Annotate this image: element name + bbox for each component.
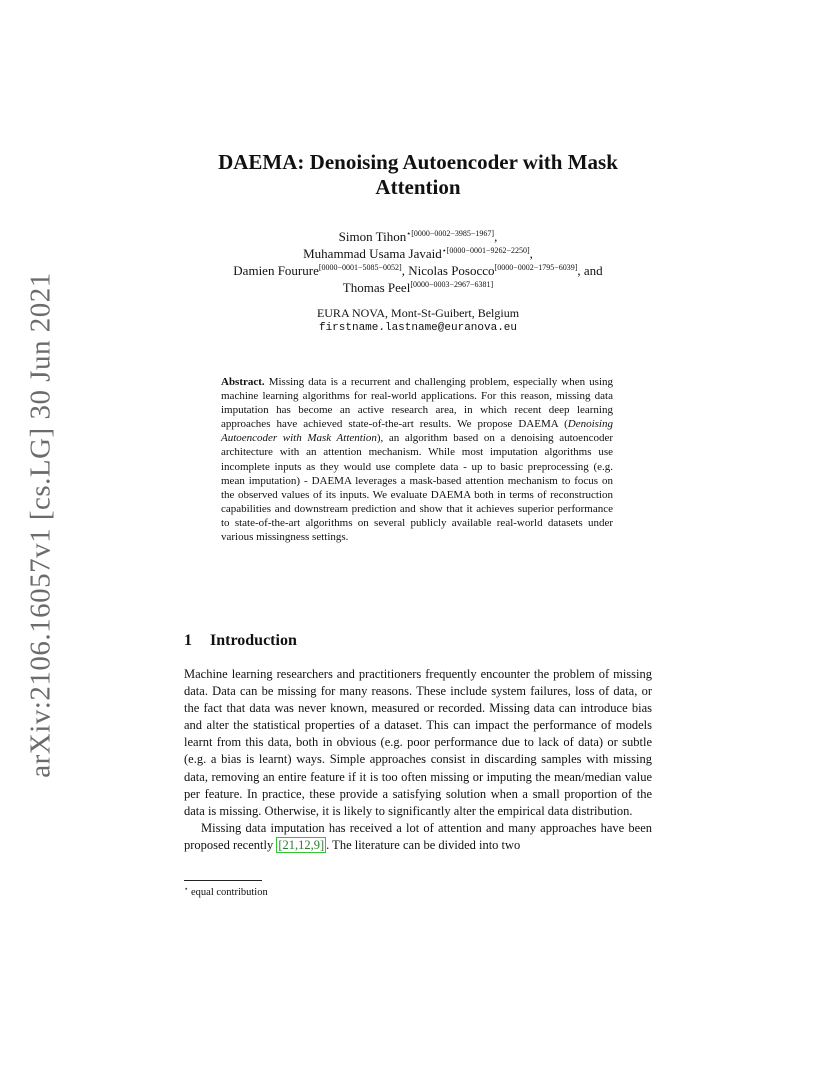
author-separator: , and xyxy=(577,263,603,278)
author-name: Muhammad Usama Javaid xyxy=(303,246,442,261)
author-name: Simon Tihon xyxy=(338,229,407,244)
footnote-mark: ⋆ xyxy=(184,885,189,893)
author-separator: , xyxy=(494,229,498,244)
author-orcid: [0000−0003−2967−6381] xyxy=(410,280,494,289)
arxiv-sidebar xyxy=(16,272,66,778)
author-line-4 xyxy=(170,279,666,296)
author-name: Nicolas Posocco xyxy=(408,263,495,278)
email-address: firstname.lastname@euranova.eu xyxy=(318,322,518,334)
abstract-text-1: Missing data is a recurrent and challenging problem, especially when using machine learning algorithms for real-world applications. For this reason, missing data imputation has become an active research area, in which recent deep learning approaches have achieved state-of-the-art results. We propose DAEMA ( xyxy=(221,376,613,431)
title-line-2: Attention xyxy=(375,175,461,199)
abstract xyxy=(221,375,613,544)
author-name: Thomas Peel xyxy=(342,280,411,295)
author-line-1 xyxy=(170,228,666,245)
footnote-text: equal contribution xyxy=(188,887,268,898)
author-list xyxy=(170,228,666,296)
author-line-3 xyxy=(170,262,666,279)
section-number: 1 xyxy=(184,632,192,649)
author-mark: ⋆ xyxy=(441,246,447,255)
author-mark: ⋆ xyxy=(406,229,412,238)
citation-link[interactable]: [21,12,9] xyxy=(278,837,325,852)
author-orcid: [0000−0001−5085−0052] xyxy=(318,263,402,272)
intro-text-before-citation: Missing data imputation has received a lot of attention and many approaches have been proposed recently xyxy=(184,820,652,852)
paper-title xyxy=(184,150,652,200)
intro-paragraph-1: Machine learning researchers and practitioners frequently encounter the problem of missing data. Data can be missing for many reasons. These include system failures, loss of data, or the fact that data was never known, measured or recorded. Missing data can introduce bias and alter the statistical properties of a dataset. This can impact the performance of models learnt from this data, both in obvious (e.g. poor performance due to lack of data) or subtle (e.g. a bias is learnt) ways. Simple approaches consist in discarding samples with missing data, removing an entire feature if it is too often missing or imputing the mean/median value per feature. In practice, these provide a satisfying solution when a small proportion of the data is missing. Otherwise, it is likely to significantly alter the empirical data distribution. xyxy=(184,667,652,818)
intro-text-after-citation: . The literature can be divided into two xyxy=(326,837,521,852)
abstract-text-2: ), an algorithm based on a denoising autoencoder architecture with an attention mechanism. While most imputation algorithms use incomplete inputs as they would use complete data - up to basic preprocessing (e.g. mean imputation) - DAEMA leverages a mask-based attention mechanism to focus on the observed values of its inputs. We evaluate DAEMA both in terms of reconstruction capabilities and downstream prediction and show that it achieves superior performance to state-of-the-art algorithms on several publicly available real-world datasets under various missingness settings. xyxy=(221,432,613,544)
footnote-rule xyxy=(184,880,262,881)
author-line-2 xyxy=(170,245,666,262)
author-orcid: [0000−0001−9262−2250] xyxy=(446,246,530,255)
author-separator: , xyxy=(401,263,409,278)
footnote xyxy=(184,886,652,899)
title-line-1: DAEMA: Denoising Autoencoder with Mask xyxy=(218,150,618,174)
arxiv-identifier: arXiv:2106.16057v1 [cs.LG] 30 Jun 2021 xyxy=(24,272,57,778)
author-orcid: [0000−0002−3985−1967] xyxy=(411,229,495,238)
intro-paragraph-2 xyxy=(184,820,652,854)
abstract-label: Abstract. xyxy=(221,376,265,388)
section-title: Introduction xyxy=(210,632,297,649)
affiliation-block xyxy=(184,306,652,336)
introduction-body xyxy=(184,666,652,854)
abstract-italic: Denoising Autoencoder with Mask Attention xyxy=(221,418,613,445)
section-heading xyxy=(184,632,652,650)
author-name: Damien Fourure xyxy=(233,263,319,278)
author-separator: , xyxy=(529,246,533,261)
author-orcid: [0000−0002−1795−6039] xyxy=(494,263,578,272)
affiliation: EURA NOVA, Mont-St-Guibert, Belgium xyxy=(316,306,520,320)
